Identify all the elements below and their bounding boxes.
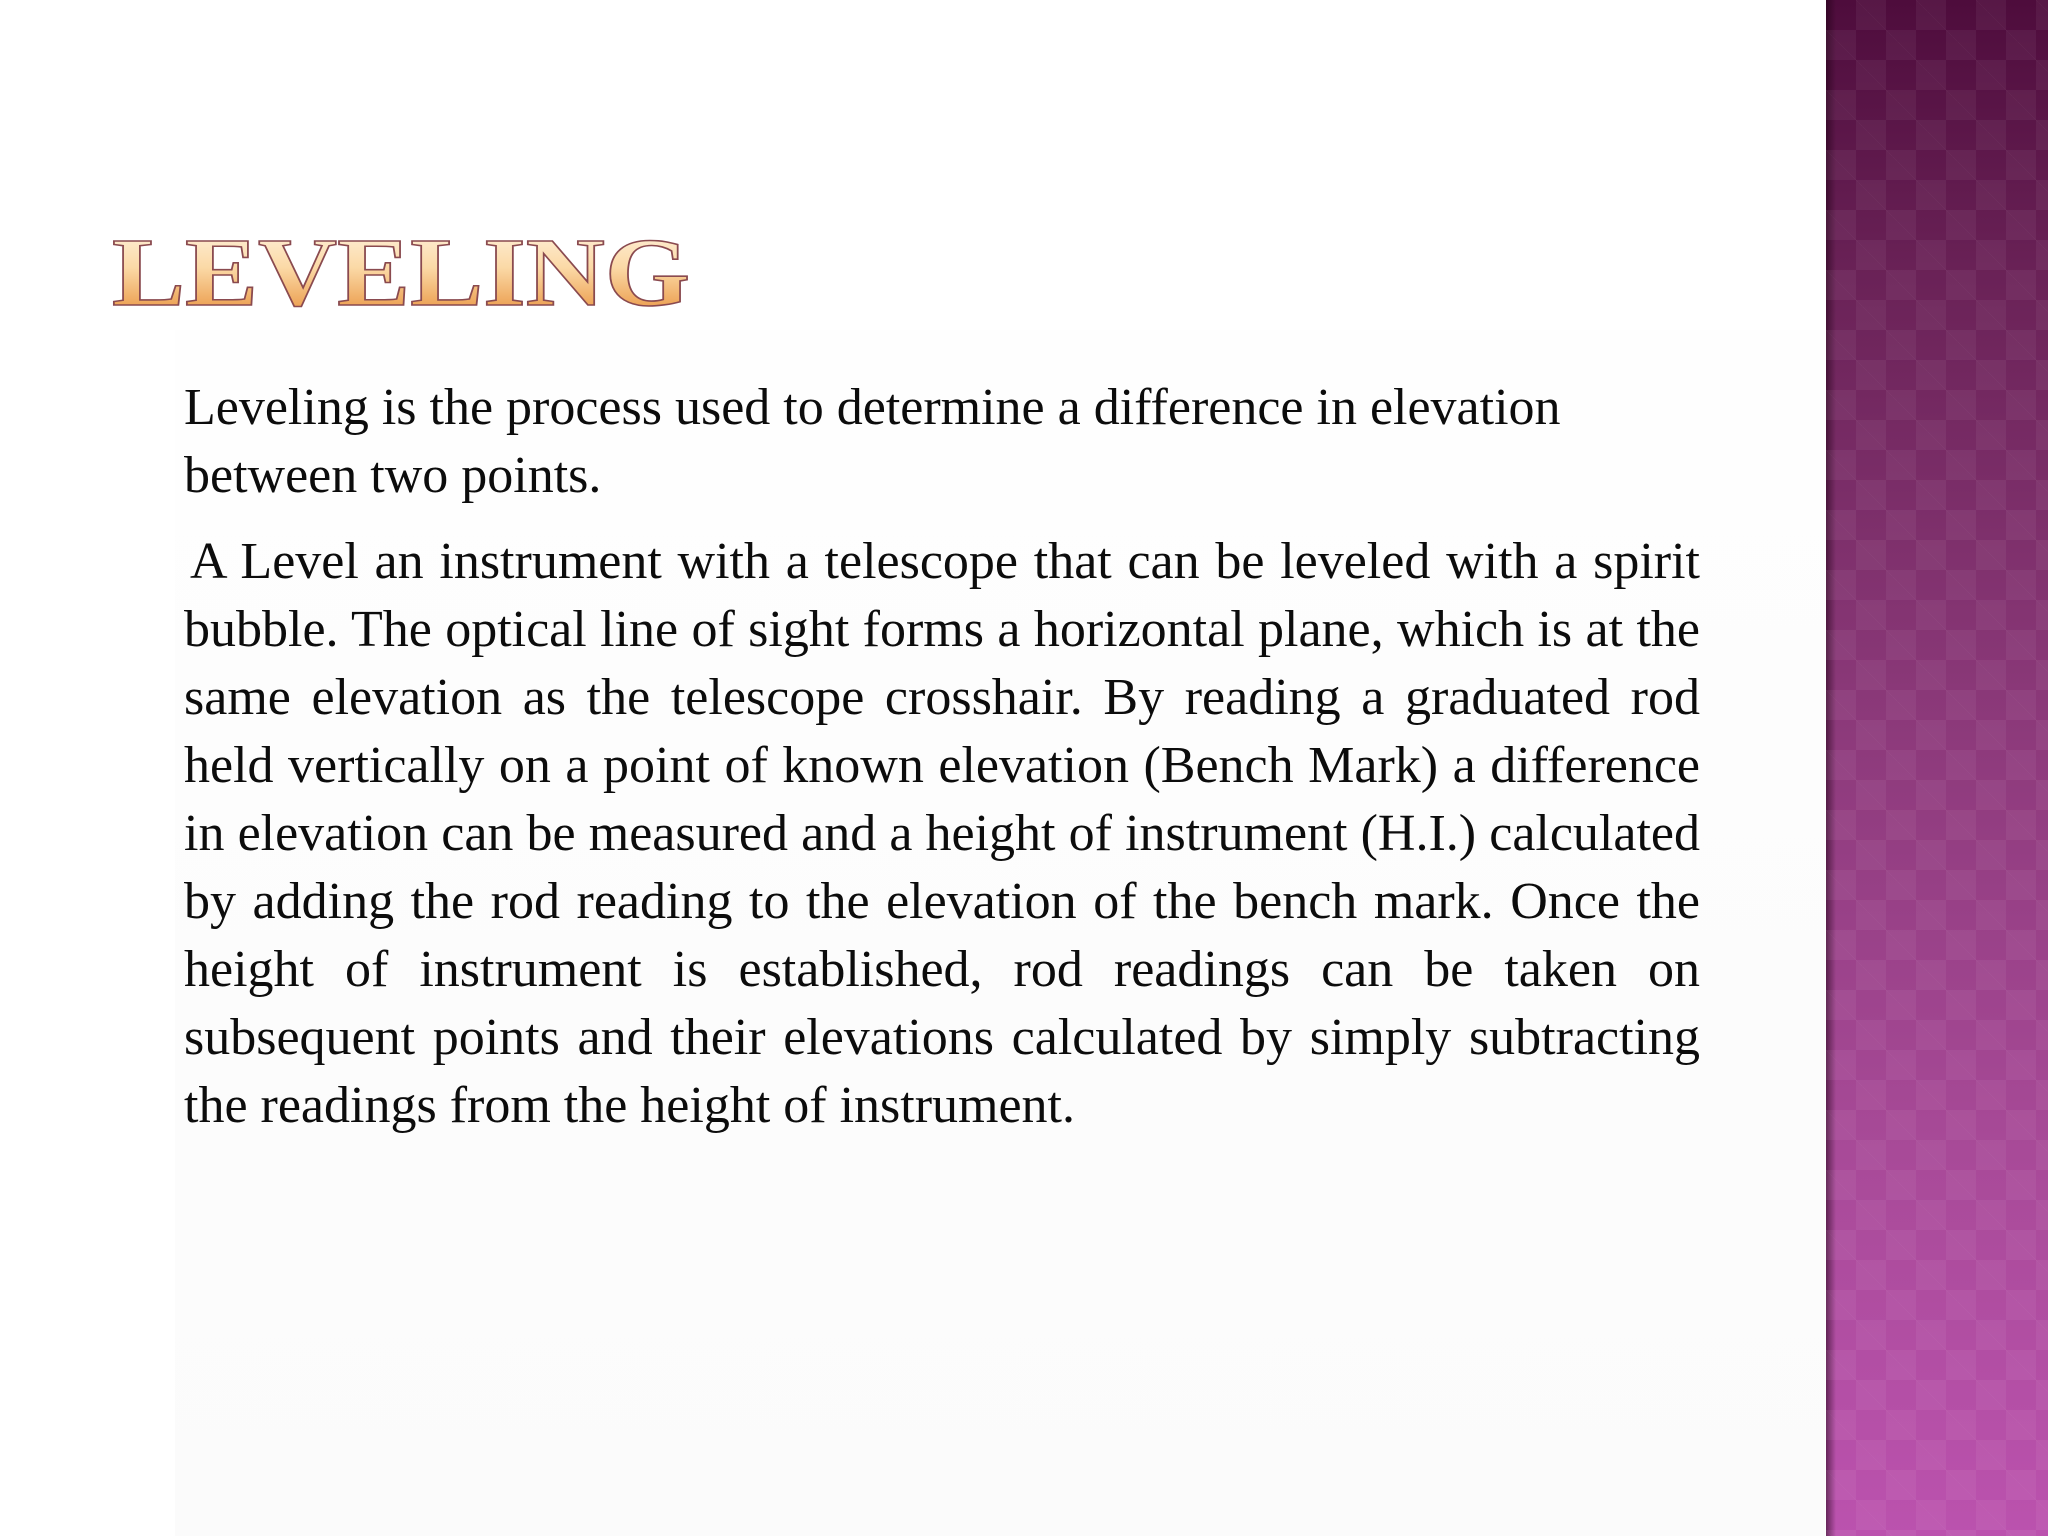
- side-decorative-band: [1826, 0, 2048, 1536]
- slide-title-text: LEVELING: [112, 219, 690, 320]
- slide-body: [184, 374, 1700, 1140]
- slide-title-graphic: [110, 210, 810, 320]
- body-paragraph-definition: Leveling is the process used to determine a difference in elevation between two points.: [184, 379, 1561, 504]
- slide-title: [110, 210, 810, 320]
- body-paragraph-instrument: A Level an instrument with a telescope that can be leveled with a spirit bubble. The optical line of sight forms a horizontal plane, which is at the same elevation as the telescope crosshair. By reading a graduated rod held vertically on a point of known elevation (Bench Mark) a difference in elevation can be measured and a height of instrument (H.I.) calculated by adding the rod reading to the elevation of the bench mark. Once the height of instrument is established, rod readings can be taken on subsequent points and their elevations calculated by simply subtracting the readings from the height of instrument.: [184, 533, 1700, 1134]
